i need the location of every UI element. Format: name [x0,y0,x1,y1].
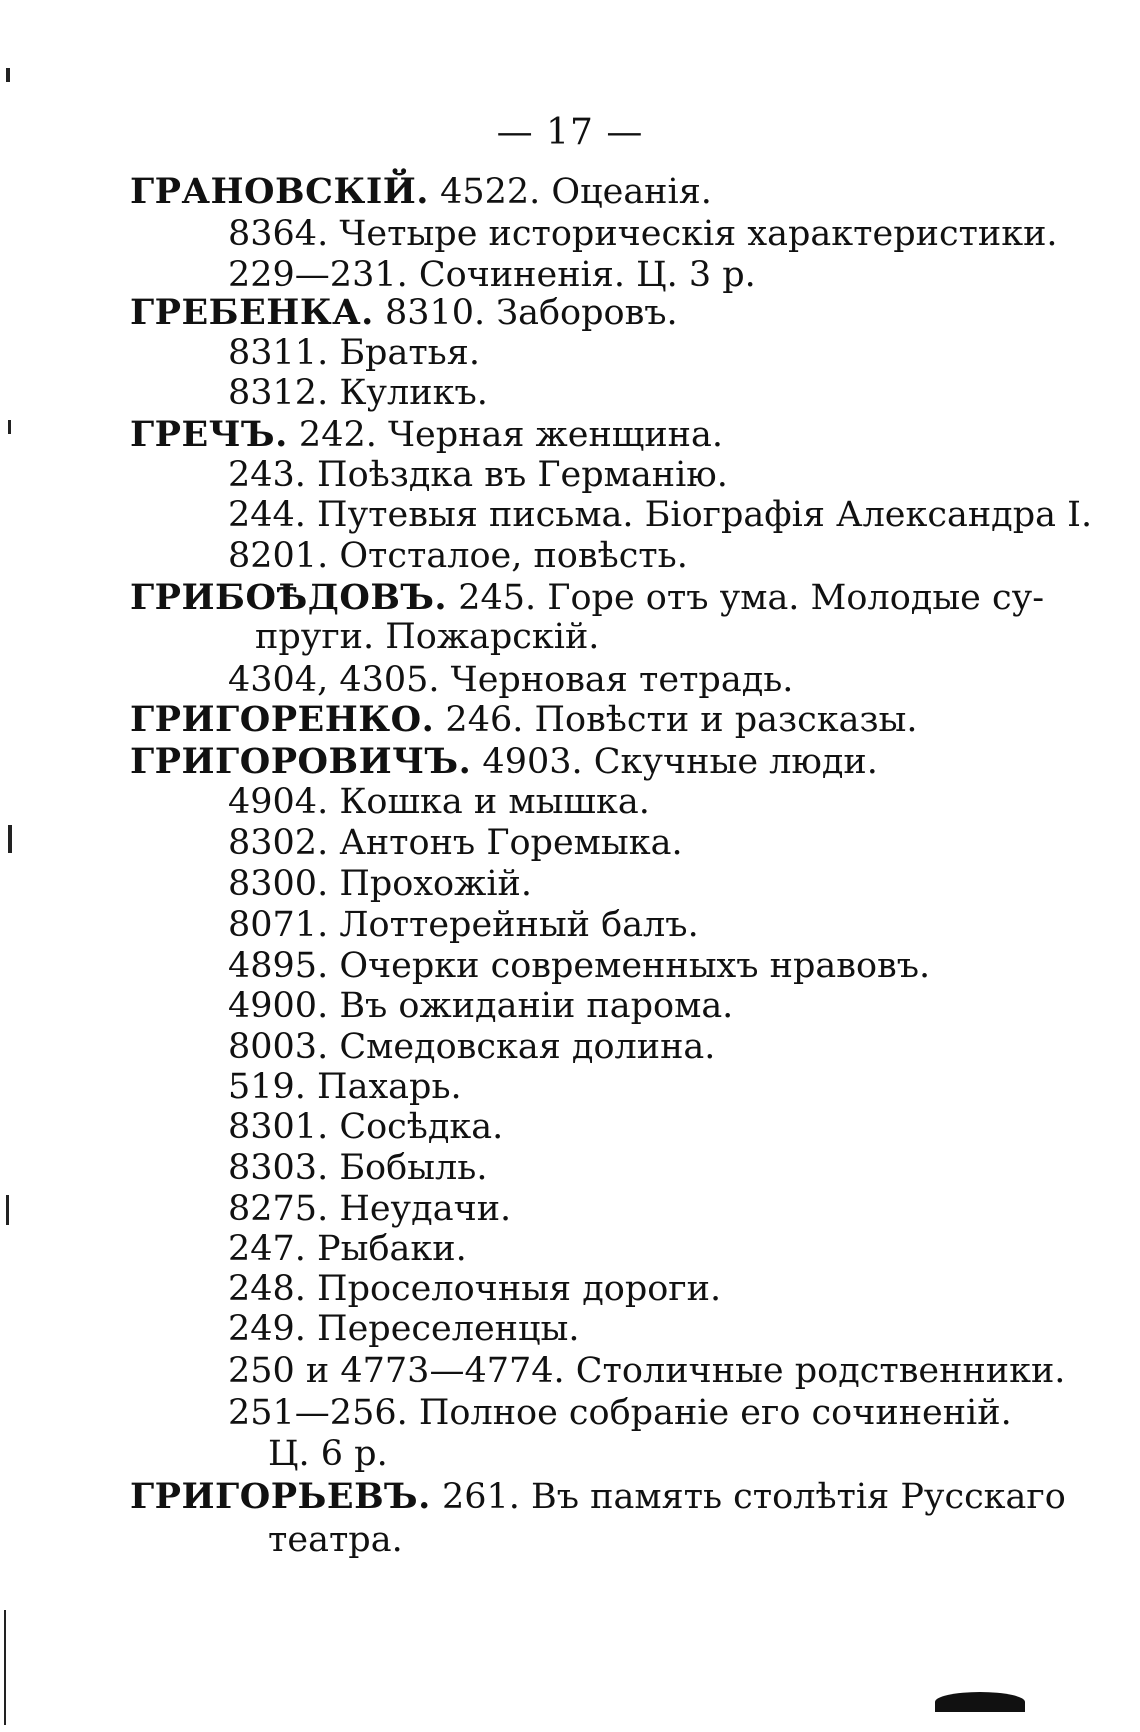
entry-line: пруги. Пожарскій. [255,617,600,657]
ink-blot [935,1692,1025,1712]
entry-line: 519. Пахарь. [228,1067,462,1107]
scan-speck [8,420,11,434]
entry-text: 246. Повѣсти и разсказы. [434,700,918,740]
entry-text: 8310. Заборовъ. [373,293,678,333]
page-edge-line [4,1610,6,1725]
entry-line: 4900. Въ ожиданіи парома. [228,986,734,1026]
entry-text: 242. Черная женщина. [287,415,723,455]
scan-speck [6,1195,9,1225]
entry-line: 247. Рыбаки. [228,1229,467,1269]
entry-text: 4522. Оцеанія. [428,172,712,212]
entry-line: 8300. Прохожій. [228,864,532,904]
entry-line: 250 и 4773—4774. Столичные родственники. [228,1351,1066,1391]
entry-line: 8071. Лоттерейный балъ. [228,905,699,945]
entry-line [130,700,918,740]
scan-speck [8,825,12,853]
entry-line: 249. Переселенцы. [228,1309,580,1349]
author-name: ГРАНОВСКІЙ. [130,171,429,212]
entry-line [130,172,712,212]
entry-line [130,415,723,455]
entry-line: 8312. Куликъ. [228,373,488,413]
entry-line [130,293,678,333]
entry-line: 8311. Братья. [228,333,480,373]
author-name: ГРИГОРЬЕВЪ. [130,1476,431,1517]
entry-text: 4903. Скучные люди. [471,742,878,782]
page-number: — 17 — [496,112,644,153]
author-name: ГРЕЧЪ. [130,414,288,455]
entry-line: 8301. Сосѣдка. [228,1107,504,1147]
entry-line: 4304, 4305. Черновая тетрадь. [228,660,794,700]
entry-line: 8364. Четыре историческія характеристики. [228,214,1058,254]
entry-line: 8275. Неудачи. [228,1189,512,1229]
entry-text: 245. Горе отъ ума. Молодые су- [447,578,1045,618]
author-name: ГРИГОРЕНКО. [130,699,435,740]
entry-line: 229—231. Сочиненія. Ц. 3 р. [228,255,756,295]
entry-line: Ц. 6 р. [268,1434,388,1474]
entry-line: 8201. Отсталое, повѣсть. [228,536,688,576]
entry-line [130,1477,1066,1517]
entry-line: 4895. Очерки современныхъ нравовъ. [228,946,931,986]
entry-line: 8003. Смедовская долина. [228,1027,716,1067]
entry-line [130,742,878,782]
entry-line: 8303. Бобыль. [228,1148,488,1188]
entry-text: 261. Въ память столѣтія Русскаго [430,1477,1066,1517]
entry-line: 4904. Кошка и мышка. [228,782,650,822]
entry-line [130,578,1044,618]
author-name: ГРИГОРОВИЧЪ. [130,741,472,782]
entry-line: 8302. Антонъ Горемыка. [228,823,683,863]
scan-speck [6,68,10,82]
author-name: ГРЕБЕНКА. [130,292,374,333]
entry-line: театра. [268,1520,403,1560]
entry-line: 244. Путевыя письма. Біографія Александра І. [228,495,1093,535]
entry-line: 251—256. Полное собраніе его сочиненій. [228,1393,1012,1433]
entry-line: 248. Проселочныя дороги. [228,1269,722,1309]
author-name: ГРИБОѢДОВЪ. [130,577,448,618]
entry-line: 243. Поѣздка въ Германію. [228,455,728,495]
